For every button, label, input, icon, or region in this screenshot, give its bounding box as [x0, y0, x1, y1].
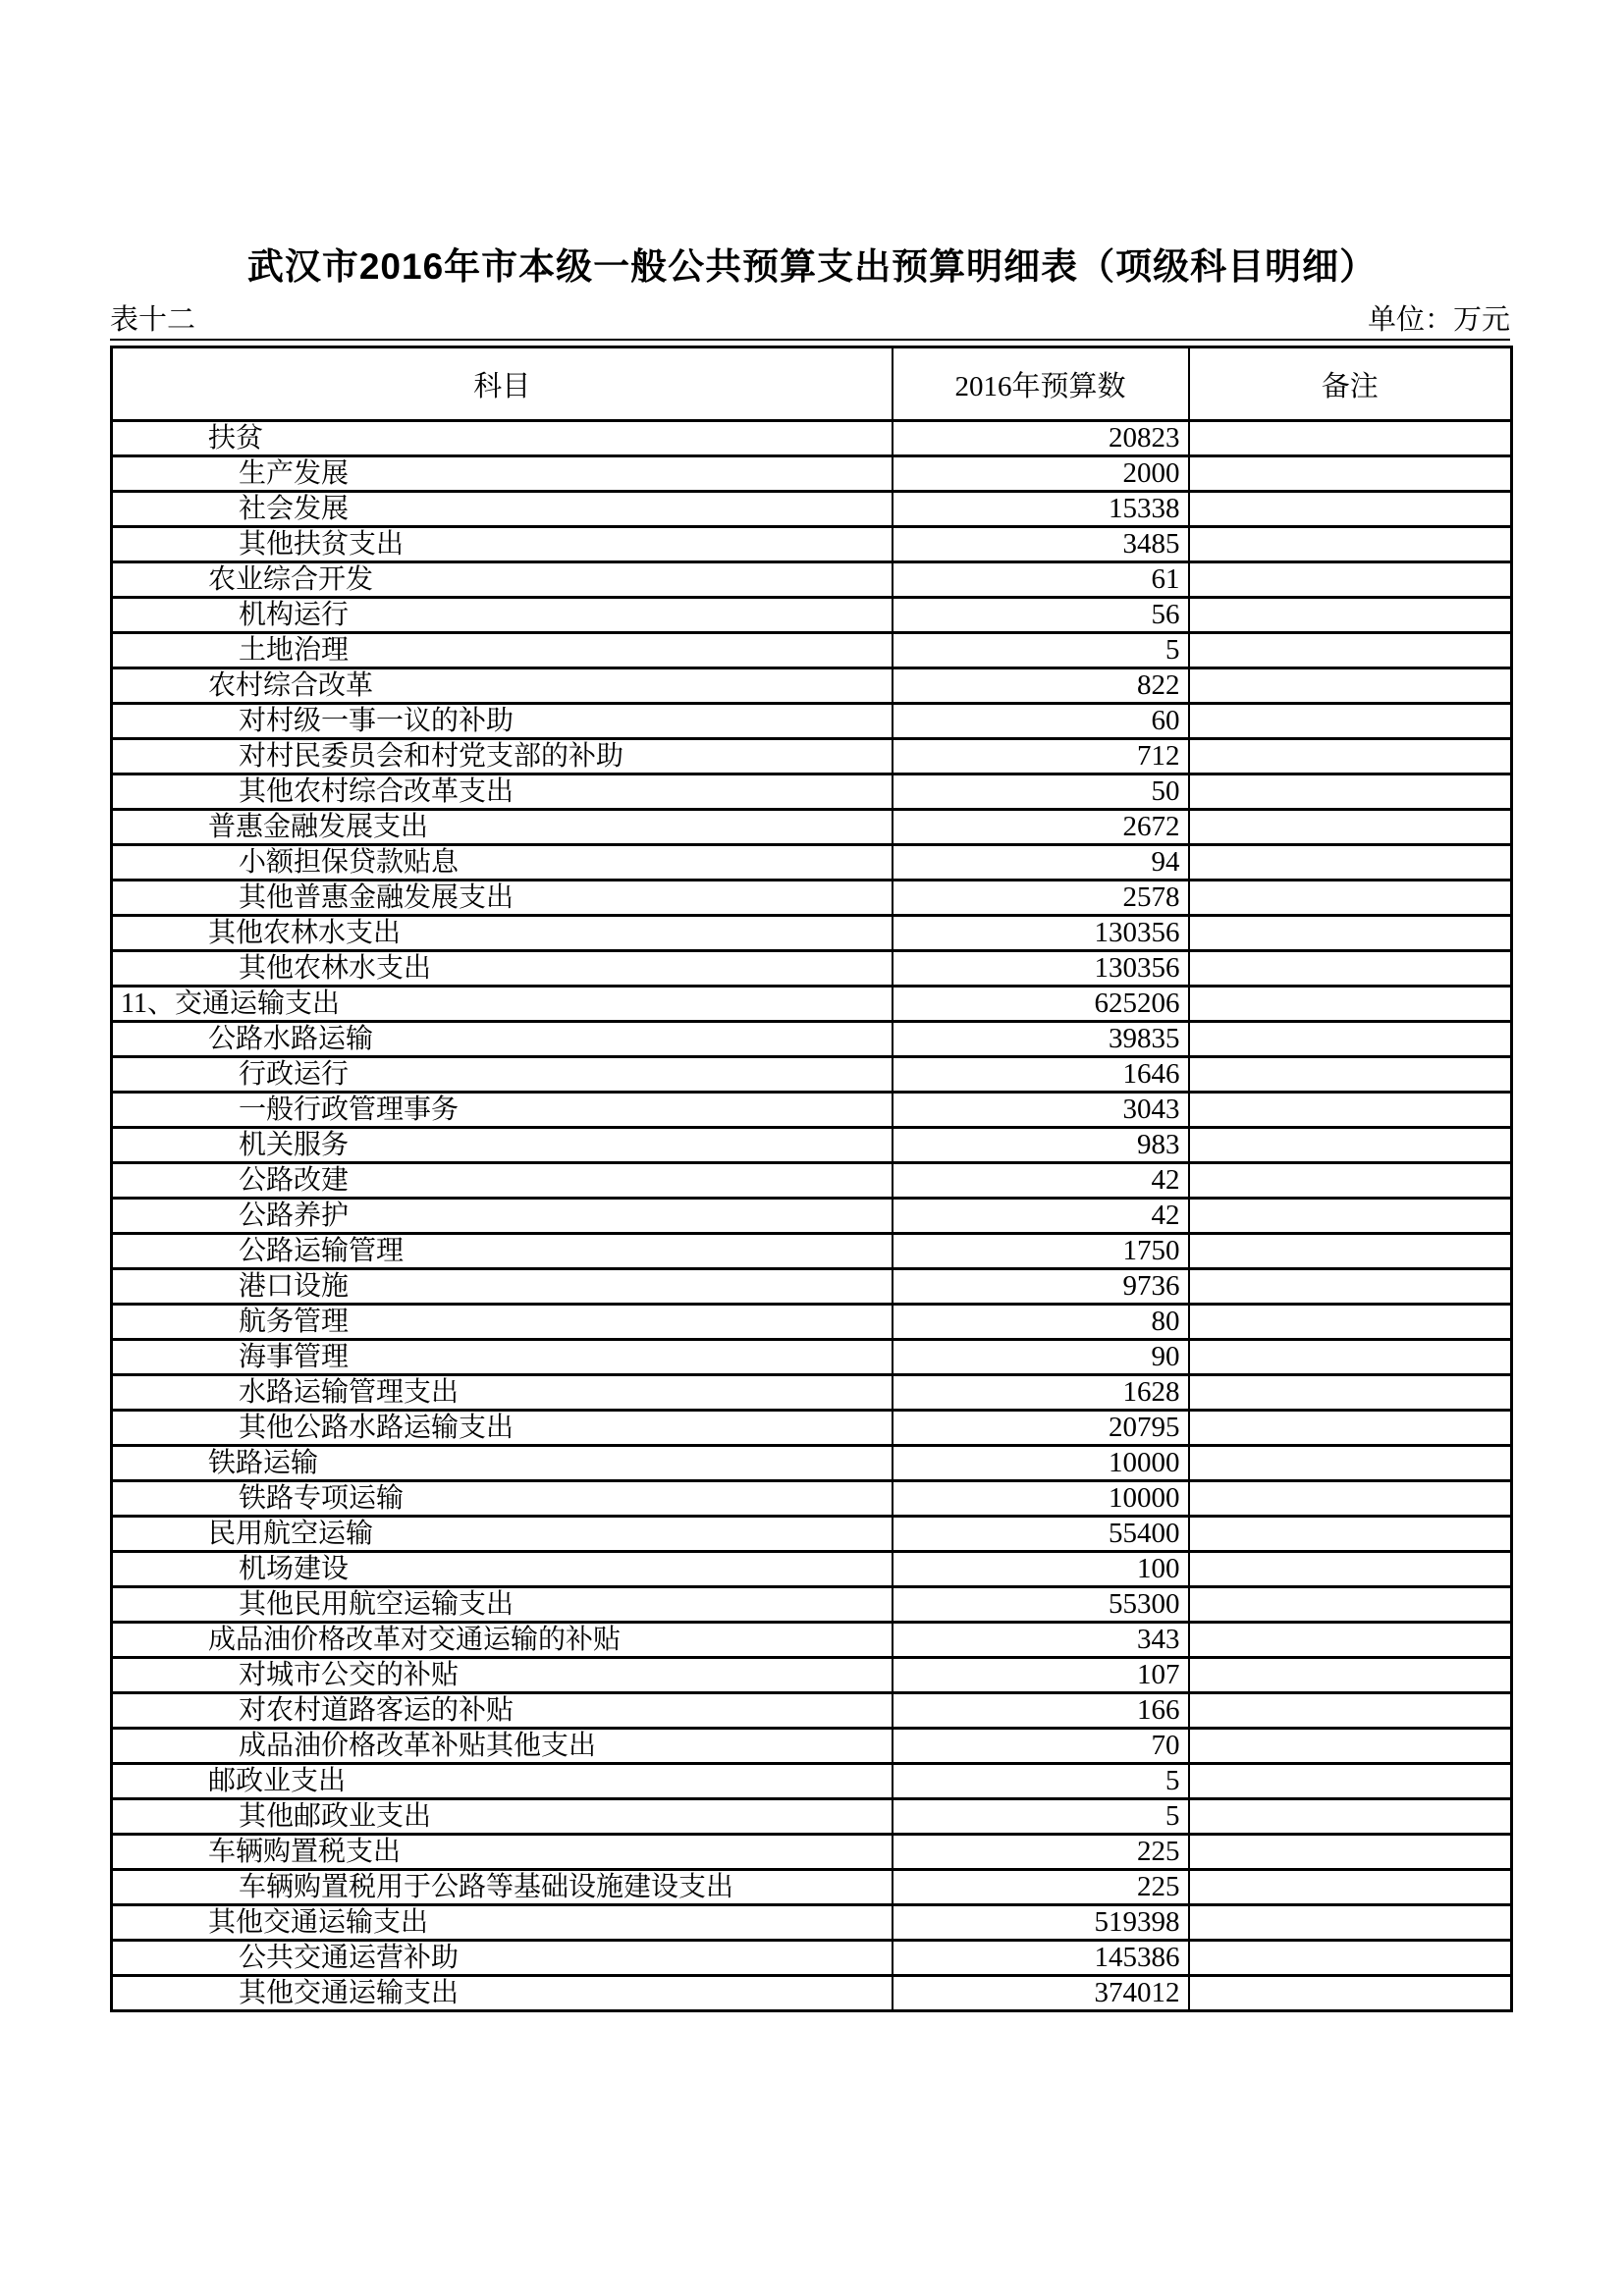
budget-value-cell: 107 — [893, 1658, 1189, 1693]
table-row — [112, 1729, 1512, 1764]
subject-cell: 普惠金融发展支出 — [112, 810, 893, 845]
remark-cell — [1189, 845, 1512, 881]
budget-value-cell: 55300 — [893, 1587, 1189, 1623]
budget-value-cell: 166 — [893, 1693, 1189, 1729]
remark-cell — [1189, 492, 1512, 527]
budget-value-cell: 5 — [893, 633, 1189, 668]
remark-cell — [1189, 1729, 1512, 1764]
table-row — [112, 633, 1512, 668]
remark-cell — [1189, 1234, 1512, 1269]
budget-value-cell: 2578 — [893, 881, 1189, 916]
subject-cell: 公共交通运营补助 — [112, 1941, 893, 1976]
budget-value-cell: 5 — [893, 1764, 1189, 1799]
remark-cell — [1189, 916, 1512, 951]
table-row — [112, 1128, 1512, 1163]
page-title: 武汉市2016年市本级一般公共预算支出预算明细表（项级科目明细） — [246, 246, 1378, 287]
table-row — [112, 881, 1512, 916]
subject-cell: 铁路专项运输 — [112, 1481, 893, 1517]
budget-value-cell: 225 — [893, 1835, 1189, 1870]
remark-cell — [1189, 1375, 1512, 1411]
remark-cell — [1189, 1022, 1512, 1057]
table-row — [112, 1057, 1512, 1093]
table-row — [112, 527, 1512, 562]
remark-cell — [1189, 1411, 1512, 1446]
remark-cell — [1189, 562, 1512, 598]
table-row — [112, 1269, 1512, 1305]
budget-value-cell: 61 — [893, 562, 1189, 598]
budget-value-cell: 9736 — [893, 1269, 1189, 1305]
subject-cell: 其他农村综合改革支出 — [112, 774, 893, 810]
subject-cell: 其他普惠金融发展支出 — [112, 881, 893, 916]
subject-cell: 航务管理 — [112, 1305, 893, 1340]
table-info-row — [110, 297, 1510, 341]
remark-cell — [1189, 810, 1512, 845]
remark-cell — [1189, 1269, 1512, 1305]
table-row — [112, 492, 1512, 527]
table-row — [112, 1199, 1512, 1234]
unit-label: 单位：万元 — [1367, 304, 1510, 336]
table-row — [112, 1481, 1512, 1517]
subject-cell: 其他农林水支出 — [112, 916, 893, 951]
subject-cell: 公路水路运输 — [112, 1022, 893, 1057]
budget-value-cell: 225 — [893, 1870, 1189, 1905]
remark-cell — [1189, 1446, 1512, 1481]
subject-cell: 其他扶贫支出 — [112, 527, 893, 562]
remark-cell — [1189, 527, 1512, 562]
table-row — [112, 1093, 1512, 1128]
budget-value-cell: 519398 — [893, 1905, 1189, 1941]
table-row — [112, 1623, 1512, 1658]
budget-value-cell: 983 — [893, 1128, 1189, 1163]
table-row — [112, 774, 1512, 810]
remark-cell — [1189, 1764, 1512, 1799]
budget-value-cell: 712 — [893, 739, 1189, 774]
remark-cell — [1189, 1658, 1512, 1693]
subject-cell: 机关服务 — [112, 1128, 893, 1163]
remark-cell — [1189, 1870, 1512, 1905]
remark-cell — [1189, 1835, 1512, 1870]
subject-cell: 其他农林水支出 — [112, 951, 893, 987]
remark-cell — [1189, 704, 1512, 739]
budget-value-cell: 15338 — [893, 492, 1189, 527]
remark-cell — [1189, 1128, 1512, 1163]
remark-cell — [1189, 1093, 1512, 1128]
subject-cell: 11、交通运输支出 — [112, 987, 893, 1022]
budget-value-cell: 90 — [893, 1340, 1189, 1375]
remark-cell — [1189, 1305, 1512, 1340]
budget-value-cell: 3043 — [893, 1093, 1189, 1128]
budget-value-cell: 39835 — [893, 1022, 1189, 1057]
table-row — [112, 421, 1512, 456]
remark-cell — [1189, 1587, 1512, 1623]
table-row — [112, 456, 1512, 492]
subject-cell: 其他邮政业支出 — [112, 1799, 893, 1835]
remark-cell — [1189, 739, 1512, 774]
budget-value-cell: 1750 — [893, 1234, 1189, 1269]
table-body — [112, 421, 1512, 2011]
subject-cell: 港口设施 — [112, 1269, 893, 1305]
table-row — [112, 1411, 1512, 1446]
budget-value-cell: 50 — [893, 774, 1189, 810]
subject-cell: 公路养护 — [112, 1199, 893, 1234]
remark-cell — [1189, 1623, 1512, 1658]
table-row — [112, 845, 1512, 881]
subject-cell: 农业综合开发 — [112, 562, 893, 598]
remark-cell — [1189, 668, 1512, 704]
table-row — [112, 668, 1512, 704]
table-row — [112, 1799, 1512, 1835]
subject-cell: 对村民委员会和村党支部的补助 — [112, 739, 893, 774]
subject-cell: 民用航空运输 — [112, 1517, 893, 1552]
budget-value-cell: 822 — [893, 668, 1189, 704]
subject-cell: 对农村道路客运的补贴 — [112, 1693, 893, 1729]
table-row — [112, 598, 1512, 633]
table-row — [112, 916, 1512, 951]
table-row — [112, 1764, 1512, 1799]
remark-cell — [1189, 1340, 1512, 1375]
budget-value-cell: 80 — [893, 1305, 1189, 1340]
budget-value-cell: 2672 — [893, 810, 1189, 845]
budget-value-cell: 2000 — [893, 456, 1189, 492]
remark-cell — [1189, 1693, 1512, 1729]
table-row — [112, 1375, 1512, 1411]
table-row — [112, 1693, 1512, 1729]
subject-cell: 车辆购置税用于公路等基础设施建设支出 — [112, 1870, 893, 1905]
table-row — [112, 1340, 1512, 1375]
table-row — [112, 1022, 1512, 1057]
subject-cell: 机构运行 — [112, 598, 893, 633]
budget-table — [110, 346, 1513, 2012]
remark-cell — [1189, 774, 1512, 810]
budget-value-cell: 42 — [893, 1199, 1189, 1234]
table-row — [112, 1517, 1512, 1552]
subject-cell: 生产发展 — [112, 456, 893, 492]
budget-value-cell: 10000 — [893, 1446, 1189, 1481]
column-header-remark: 备注 — [1189, 347, 1512, 421]
subject-cell: 海事管理 — [112, 1340, 893, 1375]
budget-value-cell: 94 — [893, 845, 1189, 881]
column-header-budget: 2016年预算数 — [893, 347, 1189, 421]
remark-cell — [1189, 1552, 1512, 1587]
header-row — [112, 347, 1512, 421]
remark-cell — [1189, 1976, 1512, 2011]
budget-value-cell: 55400 — [893, 1517, 1189, 1552]
table-row — [112, 810, 1512, 845]
table-row — [112, 1552, 1512, 1587]
table-row — [112, 1587, 1512, 1623]
subject-cell: 其他公路水路运输支出 — [112, 1411, 893, 1446]
subject-cell: 水路运输管理支出 — [112, 1375, 893, 1411]
budget-value-cell: 5 — [893, 1799, 1189, 1835]
subject-cell: 小额担保贷款贴息 — [112, 845, 893, 881]
remark-cell — [1189, 951, 1512, 987]
budget-value-cell: 42 — [893, 1163, 1189, 1199]
budget-value-cell: 343 — [893, 1623, 1189, 1658]
table-row — [112, 1835, 1512, 1870]
budget-value-cell: 1628 — [893, 1375, 1189, 1411]
budget-value-cell: 20795 — [893, 1411, 1189, 1446]
subject-cell: 成品油价格改革对交通运输的补贴 — [112, 1623, 893, 1658]
subject-cell: 其他交通运输支出 — [112, 1905, 893, 1941]
subject-cell: 机场建设 — [112, 1552, 893, 1587]
budget-value-cell: 3485 — [893, 527, 1189, 562]
remark-cell — [1189, 1481, 1512, 1517]
table-row — [112, 1234, 1512, 1269]
subject-cell: 公路运输管理 — [112, 1234, 893, 1269]
budget-value-cell: 100 — [893, 1552, 1189, 1587]
remark-cell — [1189, 1941, 1512, 1976]
table-row — [112, 562, 1512, 598]
budget-value-cell: 374012 — [893, 1976, 1189, 2011]
remark-cell — [1189, 1199, 1512, 1234]
table-row — [112, 1870, 1512, 1905]
subject-cell: 其他交通运输支出 — [112, 1976, 893, 2011]
budget-value-cell: 20823 — [893, 421, 1189, 456]
remark-cell — [1189, 1057, 1512, 1093]
subject-cell: 邮政业支出 — [112, 1764, 893, 1799]
budget-value-cell: 130356 — [893, 916, 1189, 951]
table-row — [112, 951, 1512, 987]
subject-cell: 农村综合改革 — [112, 668, 893, 704]
subject-cell: 对城市公交的补贴 — [112, 1658, 893, 1693]
remark-cell — [1189, 1799, 1512, 1835]
table-row — [112, 739, 1512, 774]
table-row — [112, 704, 1512, 739]
table-row — [112, 987, 1512, 1022]
budget-value-cell: 56 — [893, 598, 1189, 633]
budget-value-cell: 10000 — [893, 1481, 1189, 1517]
table-row — [112, 1976, 1512, 2011]
budget-value-cell: 60 — [893, 704, 1189, 739]
remark-cell — [1189, 1905, 1512, 1941]
remark-cell — [1189, 598, 1512, 633]
subject-cell: 土地治理 — [112, 633, 893, 668]
subject-cell: 行政运行 — [112, 1057, 893, 1093]
budget-value-cell: 625206 — [893, 987, 1189, 1022]
column-header-subject: 科目 — [112, 347, 893, 421]
table-row — [112, 1446, 1512, 1481]
remark-cell — [1189, 1163, 1512, 1199]
budget-value-cell: 145386 — [893, 1941, 1189, 1976]
table-row — [112, 1305, 1512, 1340]
table-number-label: 表十二 — [110, 304, 196, 336]
budget-value-cell: 1646 — [893, 1057, 1189, 1093]
subject-cell: 公路改建 — [112, 1163, 893, 1199]
remark-cell — [1189, 421, 1512, 456]
table-row — [112, 1163, 1512, 1199]
table-row — [112, 1905, 1512, 1941]
remark-cell — [1189, 1517, 1512, 1552]
subject-cell: 对村级一事一议的补助 — [112, 704, 893, 739]
subject-cell: 车辆购置税支出 — [112, 1835, 893, 1870]
remark-cell — [1189, 633, 1512, 668]
remark-cell — [1189, 881, 1512, 916]
remark-cell — [1189, 456, 1512, 492]
subject-cell: 其他民用航空运输支出 — [112, 1587, 893, 1623]
budget-value-cell: 70 — [893, 1729, 1189, 1764]
remark-cell — [1189, 987, 1512, 1022]
subject-cell: 扶贫 — [112, 421, 893, 456]
table-row — [112, 1658, 1512, 1693]
table-row — [112, 1941, 1512, 1976]
subject-cell: 铁路运输 — [112, 1446, 893, 1481]
subject-cell: 一般行政管理事务 — [112, 1093, 893, 1128]
budget-value-cell: 130356 — [893, 951, 1189, 987]
subject-cell: 成品油价格改革补贴其他支出 — [112, 1729, 893, 1764]
subject-cell: 社会发展 — [112, 492, 893, 527]
